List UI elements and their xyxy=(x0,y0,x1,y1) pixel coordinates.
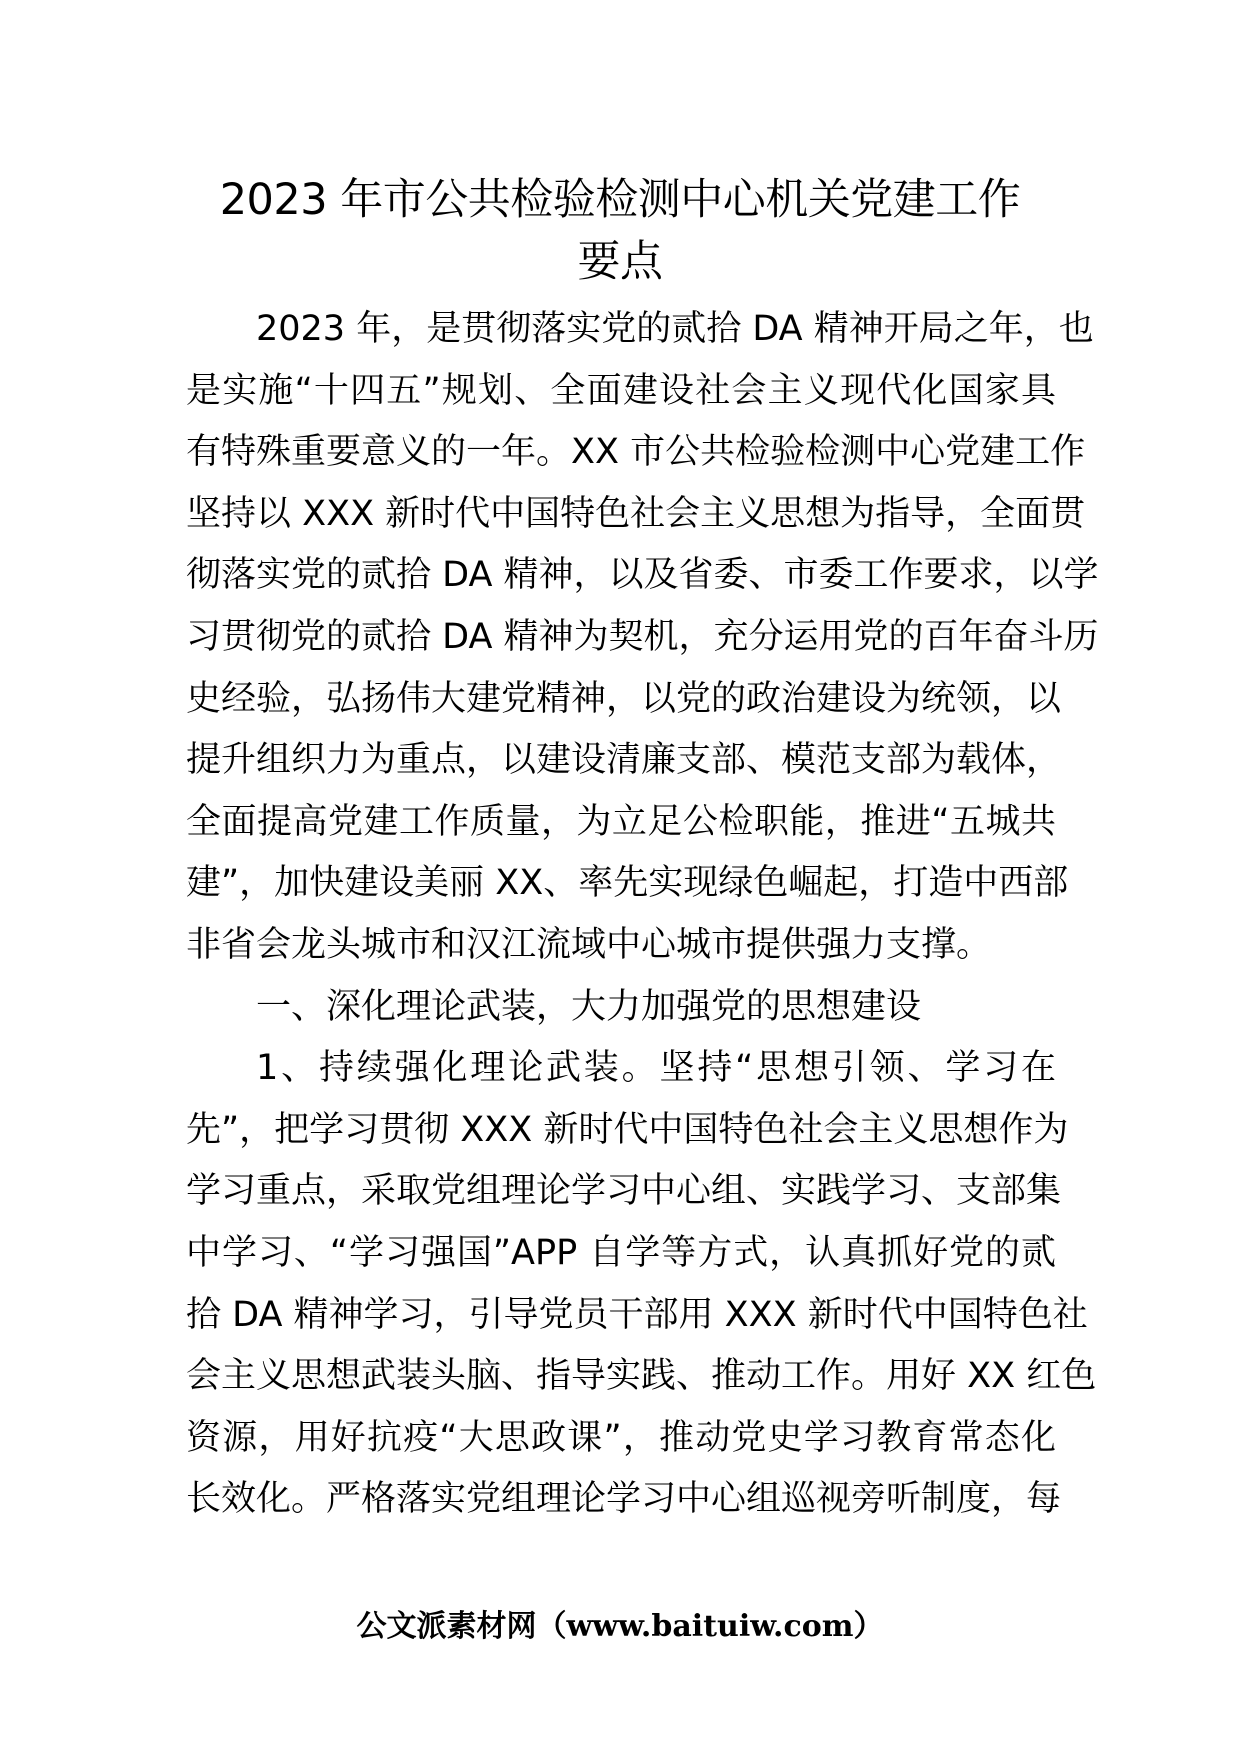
body-line: 提升组织力为重点，以建设清廉支部、模范支部为载体， xyxy=(186,740,1062,781)
body-line: 非省会龙头城市和汉江流域中心城市提供强力支撑。 xyxy=(186,924,992,965)
body-line: 有特殊重要意义的一年。XX 市公共检验检测中心党建工作 xyxy=(186,432,1086,473)
body-line: 中学习、“学习强国”APP 自学等方式，认真抓好党的贰 xyxy=(186,1232,1056,1273)
document-title-line-2: 要点 xyxy=(577,237,663,287)
body-line: 彻落实党的贰拾 DA 精神，以及省委、市委工作要求，以学 xyxy=(186,555,1099,596)
body-line: 拾 DA 精神学习，引导党员干部用 XXX 新时代中国特色社 xyxy=(186,1294,1088,1335)
body-line: 资源，用好抗疫“大思政课”，推动党史学习教育常态化 xyxy=(186,1417,1056,1458)
section-heading: 一、深化理论武装，大力加强党的思想建设 xyxy=(256,986,922,1027)
body-line: 习贯彻党的贰拾 DA 精神为契机，充分运用党的百年奋斗历 xyxy=(186,616,1099,657)
body-line: 会主义思想武装头脑、指导实践、推动工作。用好 XX 红色 xyxy=(186,1356,1097,1397)
footer-source: 公文派素材网（www.baituiw.com） xyxy=(356,1609,884,1644)
body-line: 是实施“十四五”规划、全面建设社会主义现代化国家具 xyxy=(186,370,1056,411)
body-line: 先”，把学习贯彻 XXX 新时代中国特色社会主义思想作为 xyxy=(186,1109,1069,1150)
body-line: 学习重点，采取党组理论学习中心组、实践学习、支部集 xyxy=(186,1171,1062,1212)
body-line: 史经验，弘扬伟大建党精神，以党的政治建设为统领，以 xyxy=(186,678,1062,719)
body-line: 长效化。严格落实党组理论学习中心组巡视旁听制度，每 xyxy=(186,1479,1062,1520)
body-line: 全面提高党建工作质量，为立足公检职能，推进“五城共 xyxy=(186,801,1056,842)
body-line: 建”，加快建设美丽 XX、率先实现绿色崛起，打造中西部 xyxy=(186,863,1069,904)
body-line: 2023 年，是贯彻落实党的贰拾 DA 精神开局之年，也 xyxy=(256,309,1094,349)
document-body xyxy=(186,299,1099,1531)
body-line: 1、持续强化理论武装。坚持“思想引领、学习在 xyxy=(256,1048,1056,1089)
document-title-line-1: 2023 年市公共检验检测中心机关党建工作 xyxy=(219,175,1021,225)
body-line: 坚持以 XXX 新时代中国特色社会主义思想为指导，全面贯 xyxy=(186,493,1086,534)
